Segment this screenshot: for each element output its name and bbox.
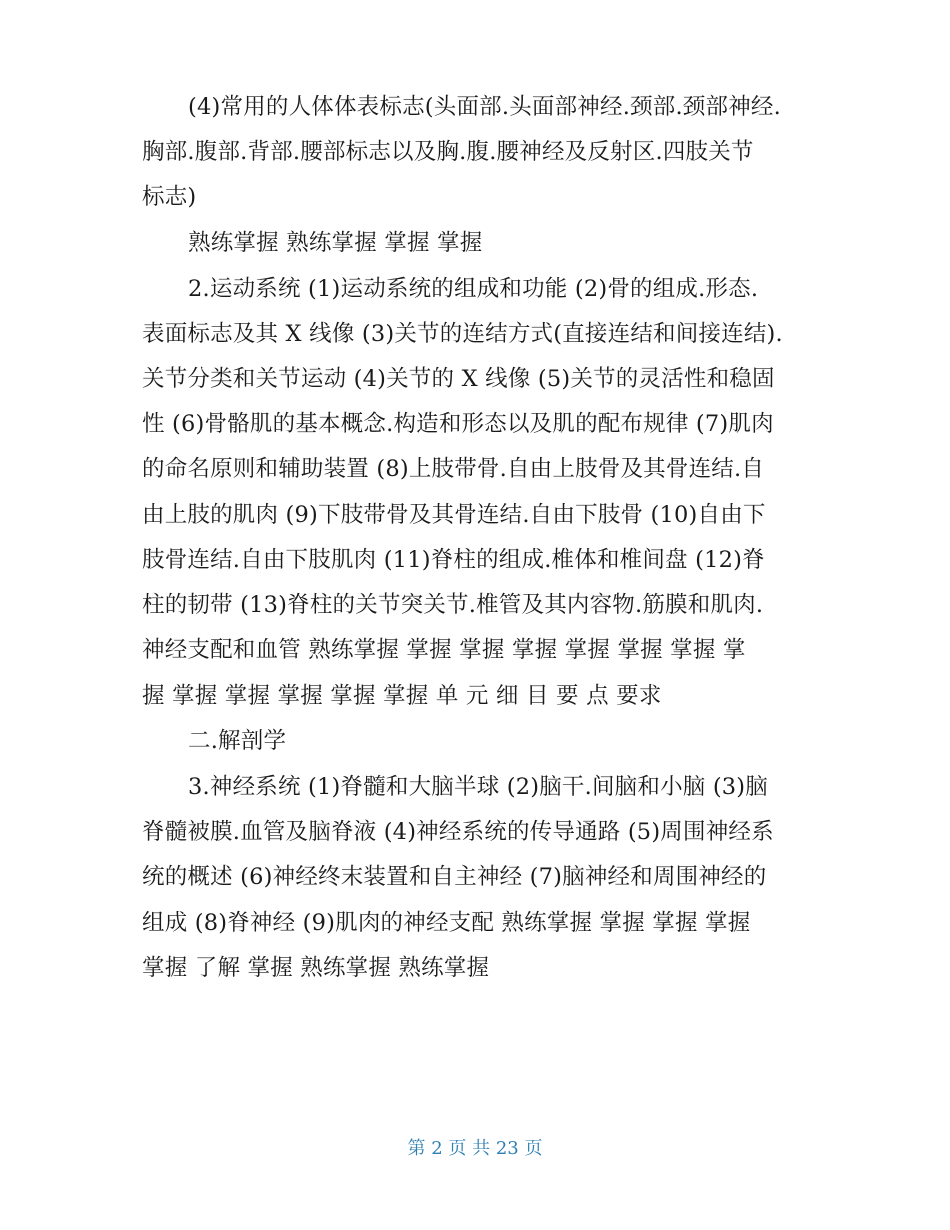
text-line: 胸部.腹部.背部.腰部标志以及胸.腹.腰神经及反射区.四肢关节 bbox=[142, 139, 754, 165]
text-line: 组成 (8)脊神经 (9)肌肉的神经支配 熟练掌握 掌握 掌握 掌握 bbox=[142, 910, 751, 936]
text-line: 神经支配和血管 熟练掌握 掌握 掌握 掌握 掌握 掌握 掌握 掌 bbox=[142, 637, 746, 663]
text-line: 关节分类和关节运动 (4)关节的 X 线像 (5)关节的灵活性和稳固 bbox=[142, 366, 775, 392]
text-line: 掌握 了解 掌握 熟练掌握 熟练掌握 bbox=[142, 955, 490, 981]
text-line: (4)常用的人体体表标志(头面部.头面部神经.颈部.颈部神经. bbox=[188, 94, 781, 120]
text-line: 脊髓被膜.血管及脑脊液 (4)神经系统的传导通路 (5)周围神经系 bbox=[142, 819, 774, 845]
text-line: 表面标志及其 X 线像 (3)关节的连结方式(直接连结和间接连结). bbox=[142, 321, 783, 347]
text-line: 由上肢的肌肉 (9)下肢带骨及其骨连结.自由下肢骨 (10)自由下 bbox=[142, 502, 766, 528]
text-line: 3.神经系统 (1)脊髓和大脑半球 (2)脑干.间脑和小脑 (3)脑 bbox=[188, 774, 768, 800]
text-line: 标志) bbox=[142, 184, 197, 210]
page-number-footer: 第 2 页 共 23 页 bbox=[407, 1138, 543, 1159]
text-line: 2.运动系统 (1)运动系统的组成和功能 (2)骨的组成.形态. bbox=[188, 276, 759, 302]
text-line: 柱的韧带 (13)脊柱的关节突关节.椎管及其内容物.筋膜和肌肉. bbox=[142, 592, 764, 618]
section-heading: 二.解剖学 bbox=[188, 728, 287, 754]
text-line: 统的概述 (6)神经终末装置和自主神经 (7)脑神经和周围神经的 bbox=[142, 864, 767, 890]
text-line: 的命名原则和辅助装置 (8)上肢带骨.自由上肢骨及其骨连结.自 bbox=[142, 456, 765, 482]
text-line: 熟练掌握 熟练掌握 掌握 掌握 bbox=[188, 230, 483, 256]
text-line: 肢骨连结.自由下肢肌肉 (11)脊柱的组成.椎体和椎间盘 (12)脊 bbox=[142, 547, 765, 573]
text-line: 性 (6)骨骼肌的基本概念.构造和形态以及肌的配布规律 (7)肌肉 bbox=[142, 411, 774, 437]
text-line: 握 掌握 掌握 掌握 掌握 掌握 单 元 细 目 要 点 要求 bbox=[142, 683, 662, 709]
